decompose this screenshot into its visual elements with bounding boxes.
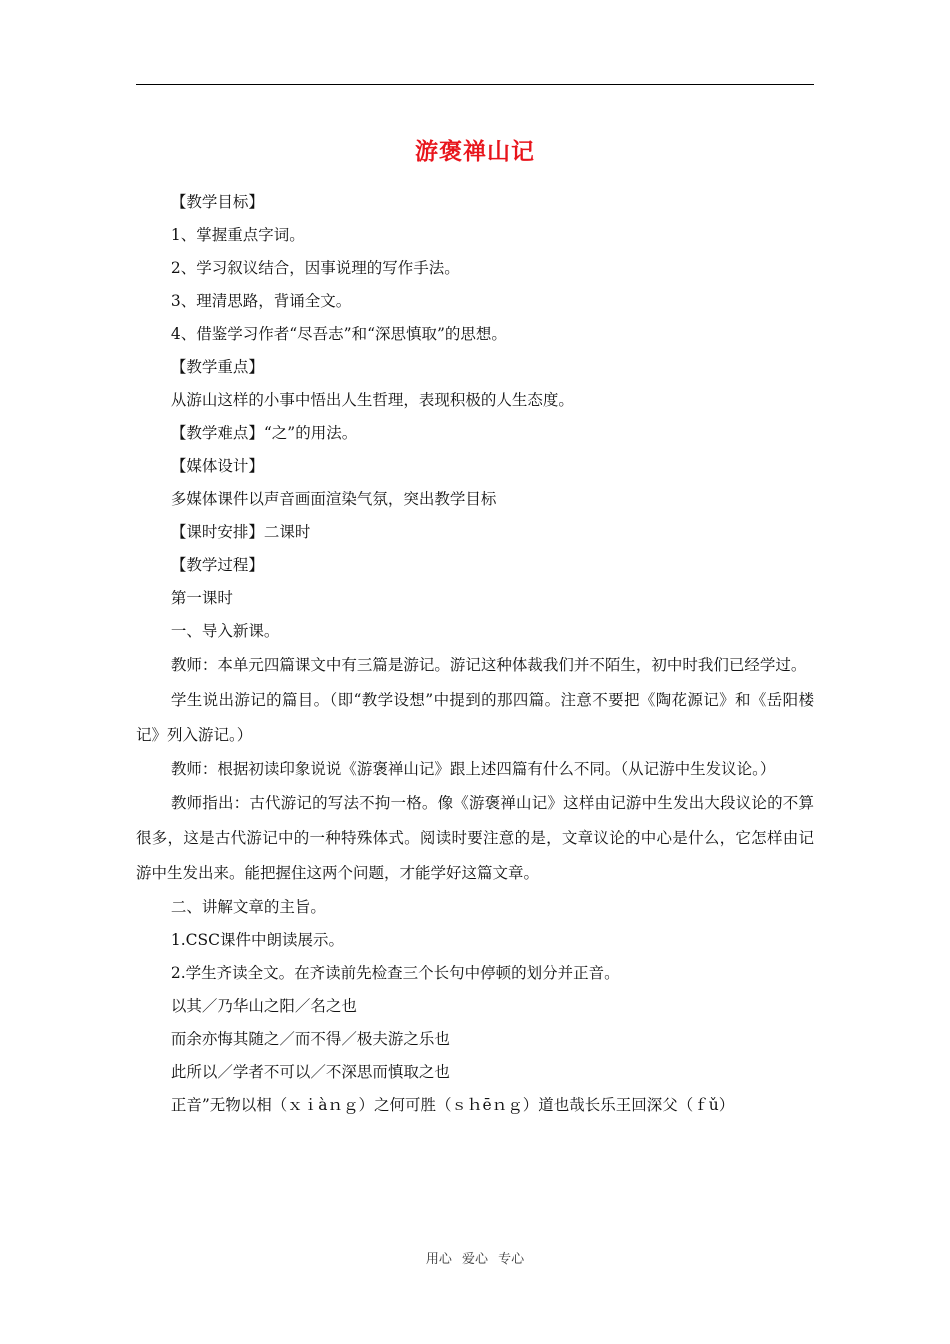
paragraph: 正音”无物以相（ｘｉàｎｇ）之何可胜（ｓｈēｎｇ）道也哉长乐王回深父（ｆǔ） (170, 1096, 735, 1114)
section-heading-difficulties: 【教学难点】“之”的用法。 (170, 424, 358, 442)
objective-item: 1、掌握重点字词。 (170, 226, 305, 244)
paragraph: 教师：本单元四篇课文中有三篇是游记。游记这种体裁我们并不陌生，初中时我们已经学过。 (170, 656, 807, 674)
page-footer: 用心 爱心 专心 (425, 1252, 525, 1267)
paragraph: 2.学生齐读全文。在齐读前先检查三个长句中停顿的划分并正音。 (170, 964, 620, 982)
objective-item: 4、借鉴学习作者“尽吾志”和“深思慎取”的思想。 (170, 325, 507, 343)
section-heading-key-points: 【教学重点】 (170, 358, 264, 376)
document-body (136, 186, 814, 1122)
paragraph: 第一课时 (170, 589, 233, 607)
section-heading-process: 【教学过程】 (170, 556, 264, 574)
section-heading-media: 【媒体设计】 (170, 457, 264, 475)
paragraph: 多媒体课件以声音画面渲染气氛，突出教学目标 (170, 490, 497, 508)
paragraph: 而余亦悔其随之／而不得／极夫游之乐也 (170, 1030, 450, 1048)
paragraph: 1.CSC课件中朗读展示。 (170, 931, 345, 949)
document-title: 游褒禅山记 (415, 139, 535, 165)
paragraph: 教师指出：古代游记的写法不拘一格。像《游褒禅山记》这样由记游中生发出大段议论的不算很多，这是古代游记中的一种特殊体式。阅读时要注意的是，文章议论的中心是什么，它怎样由记游中生发出来。能把握住这两个问题，才能学好这篇文章。 (136, 794, 814, 882)
paragraph: 从游山这样的小事中悟出人生哲理，表现积极的人生态度。 (170, 391, 574, 409)
section-heading-schedule: 【课时安排】二课时 (170, 523, 311, 541)
objective-item: 3、理清思路，背诵全文。 (170, 292, 352, 310)
header-rule (136, 84, 814, 85)
paragraph: 二、讲解文章的主旨。 (170, 898, 326, 916)
paragraph: 此所以／学者不可以／不深思而慎取之也 (170, 1063, 450, 1081)
objective-item: 2、学习叙议结合，因事说理的写作手法。 (170, 259, 460, 277)
paragraph: 学生说出游记的篇目。（即“教学设想”中提到的那四篇。注意不要把《陶花源记》和《岳阳楼记》列入游记。） (136, 691, 814, 744)
paragraph: 教师：根据初读印象说说《游褒禅山记》跟上述四篇有什么不同。（从记游中生发议论。） (170, 760, 776, 778)
section-heading-objectives: 【教学目标】 (170, 193, 264, 211)
paragraph: 一、导入新课。 (170, 622, 280, 640)
paragraph: 以其／乃华山之阳／名之也 (170, 997, 357, 1015)
